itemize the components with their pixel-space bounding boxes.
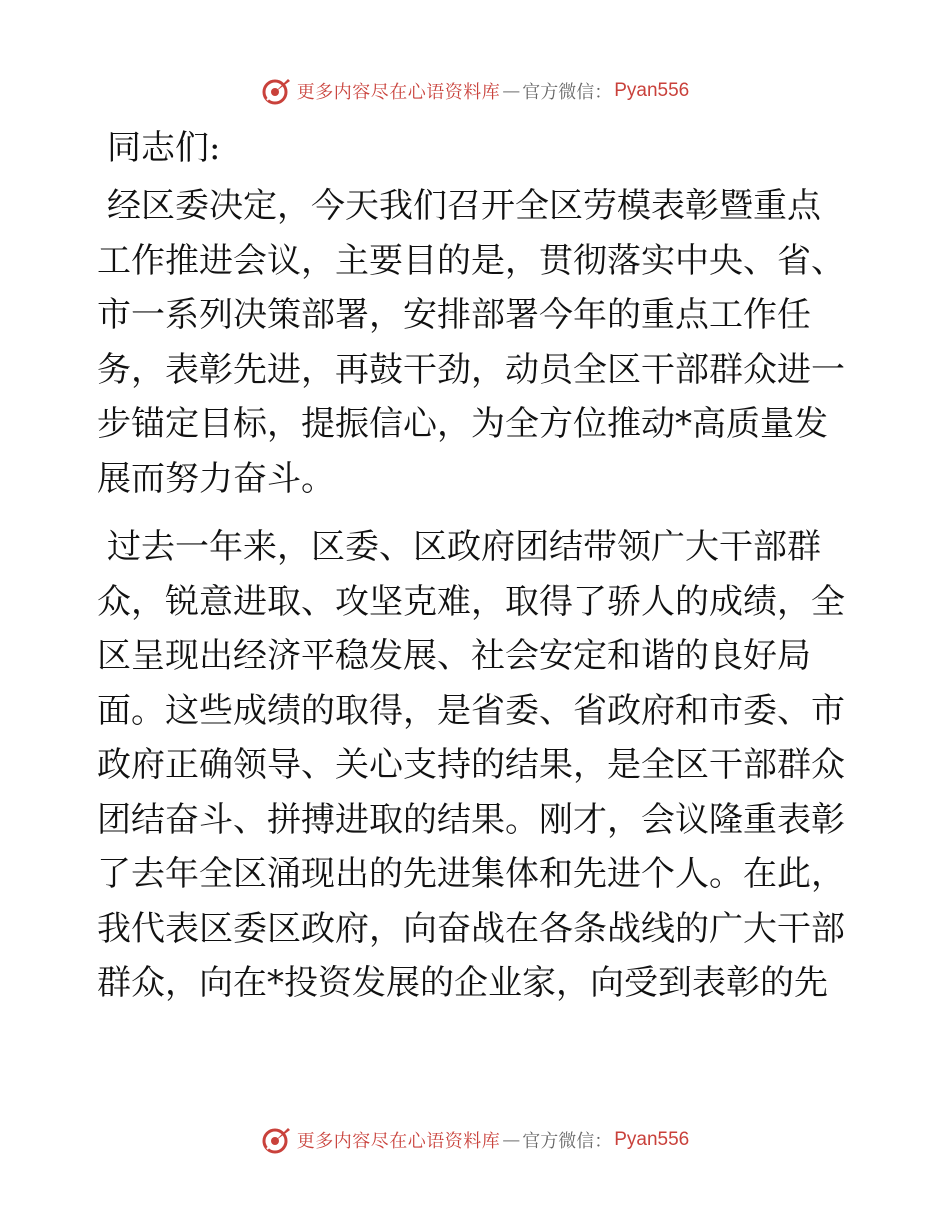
paragraph-line: 步锚定目标，提振信心，为全方位推动*高质量发 [97, 404, 828, 444]
footer-watermark [0, 1120, 950, 1160]
watermark-brand-text: 更多内容尽在心语资料库 [296, 1131, 501, 1152]
watermark-account: Pyan556 [614, 80, 690, 101]
paragraph-line: 政府正确领导、关心支持的结果，是全区干部群众 [97, 745, 845, 785]
paragraph-2 [97, 520, 853, 1011]
paragraph-line: 经区委决定，今天我们召开全区劳模表彰暨重点 [107, 186, 821, 226]
quill-seal-icon [261, 76, 291, 106]
paragraph-line: 展而努力奋斗。 [97, 458, 335, 499]
paragraph-line: 面。这些成绩的取得，是省委、省政府和市委、市 [97, 690, 845, 731]
paragraph-line: 我代表区委区政府，向奋战在各条战线的广大干部 [97, 908, 845, 949]
document-body [97, 125, 853, 1025]
watermark-dash: — [502, 1129, 521, 1151]
paragraph-line: 团结奋斗、拼搏进取的结果。刚才，会议隆重表彰 [97, 799, 845, 840]
watermark-account: Pyan556 [614, 1129, 690, 1150]
paragraph-line: 了去年全区涌现出的先进集体和先进个人。在此， [97, 854, 845, 894]
header-watermark [0, 71, 950, 111]
paragraph-line: 群众，向在*投资发展的企业家，向受到表彰的先 [97, 963, 828, 1003]
watermark-brand-text: 更多内容尽在心语资料库 [296, 82, 501, 103]
watermark-dash: — [502, 80, 521, 102]
watermark-official-label: 官方微信： [522, 82, 613, 103]
paragraph-line: 市一系列决策部署，安排部署今年的重点工作任 [97, 295, 811, 335]
paragraph-line: 众，锐意进取、攻坚克难，取得了骄人的成绩，全 [97, 581, 845, 622]
paragraph-line: 区呈现出经济平稳发展、社会安定和谐的良好局 [97, 636, 811, 676]
paragraph-line: 过去一年来，区委、区政府团结带领广大干部群 [107, 527, 821, 567]
paragraph-1 [97, 179, 853, 506]
salutation: 同志们: [107, 128, 221, 168]
quill-seal-icon [261, 1125, 291, 1155]
paragraph-line: 务，表彰先进，再鼓干劲，动员全区干部群众进一 [97, 349, 845, 390]
paragraph-line: 工作推进会议，主要目的是，贯彻落实中央、省、 [97, 240, 845, 281]
watermark-official-label: 官方微信： [522, 1131, 613, 1152]
